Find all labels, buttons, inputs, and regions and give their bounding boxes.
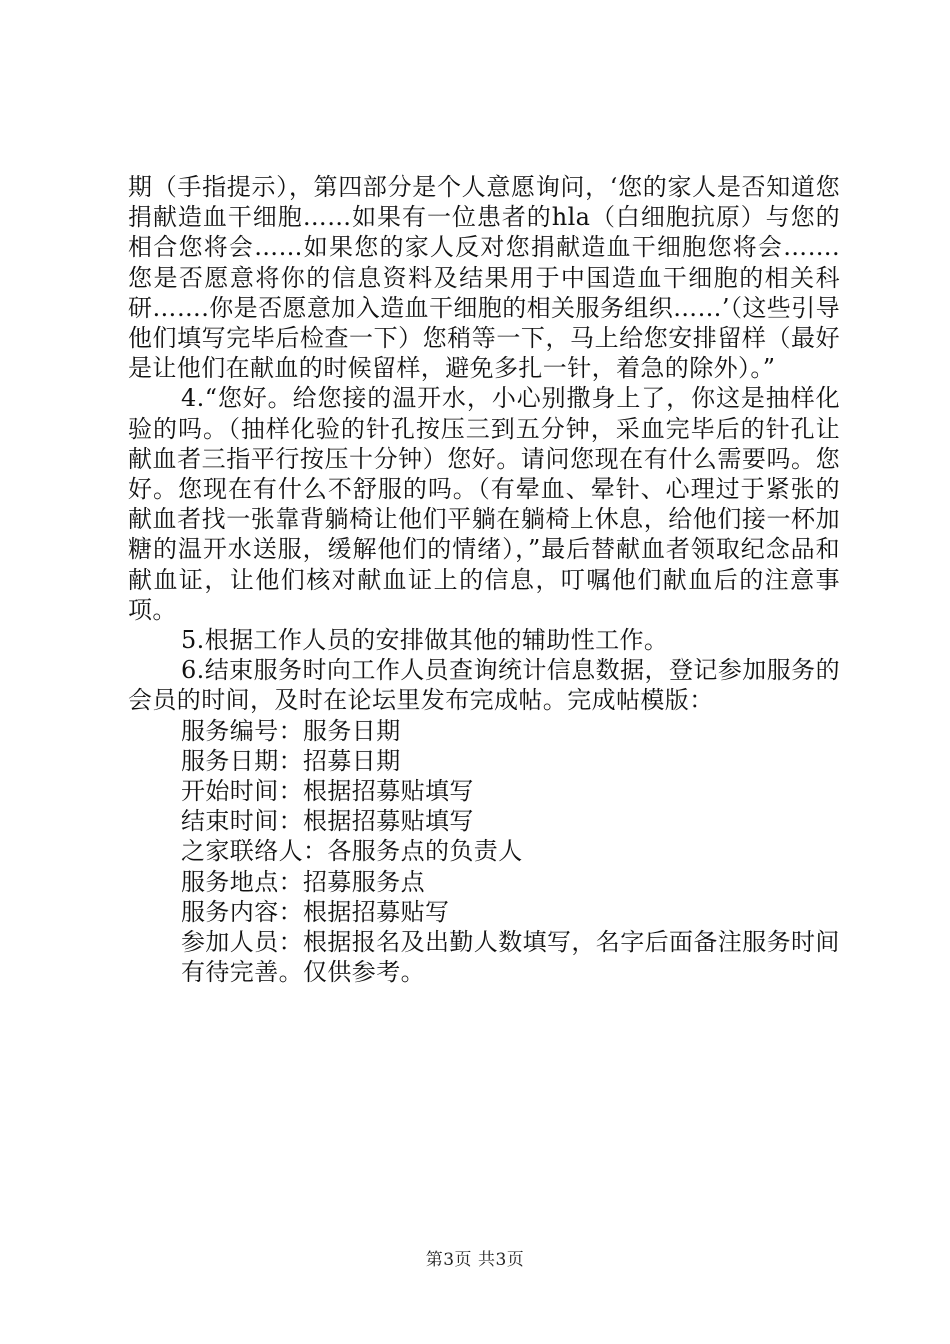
document-body [128,172,840,987]
template-line-service-location: 服务地点：招募服务点 [181,867,425,896]
template-line-start-time: 开始时间：根据招募贴填写 [181,777,474,806]
template-line-contact-person: 之家联络人：各服务点的负责人 [181,837,523,866]
paragraph-consent-questions: 期（手指提示），第四部分是个人意愿询问，‘您的家人是否知道您捐献造血干细胞……如果有一位患者的hla（白细胞抗原）与您的相合您将会……如果您的家人反对您捐献造血干细胞您将会…….您是否愿意将你的信息资料及结果用于中国造血干细胞的相关科研…….你是否愿意加入造血干细胞的相关服务组织……’（这些引导他们填写完毕后检查一下）您稍等一下，马上给您安排留样（最好是让他们在献血的时候留样，避免多扎一针，着急的除外）。” [128,173,840,383]
template-line-service-number: 服务编号：服务日期 [181,716,401,745]
page-number-footer: 第3页 共3页 [425,1250,525,1270]
closing-note: 有待完善。仅供参考。 [181,958,425,987]
paragraph-step-6: 6.结束服务时向工作人员查询统计信息数据，登记参加服务的会员的时间，及时在论坛里发布完成帖。完成帖模版： [128,656,840,715]
paragraph-step-4: 4.“您好。给您接的温开水，小心别撒身上了，你这是抽样化验的吗。（抽样化验的针孔按压三到五分钟，采血完毕后的针孔让献血者三指平行按压十分钟）您好。请问您现在有什么需要吗。您好。您现在有什么不舒服的吗。（有晕血、晕针、心理过于紧张的献血者找一张靠背躺椅让他们平躺在躺椅上休息，给他们接一杯加糖的温开水送服，缓解他们的情绪），”最后替献血者领取纪念品和献血证，让他们核对献血证上的信息，叮嘱他们献血后的注意事项。 [128,384,840,624]
template-line-service-content: 服务内容：根据招募贴写 [181,897,450,926]
template-line-end-time: 结束时间：根据招募贴填写 [181,807,474,836]
template-line-service-date: 服务日期：招募日期 [181,746,401,775]
template-line-participants: 参加人员：根据报名及出勤人数填写，名字后面备注服务时间 [181,928,840,957]
paragraph-step-5: 5.根据工作人员的安排做其他的辅助性工作。 [181,626,669,655]
